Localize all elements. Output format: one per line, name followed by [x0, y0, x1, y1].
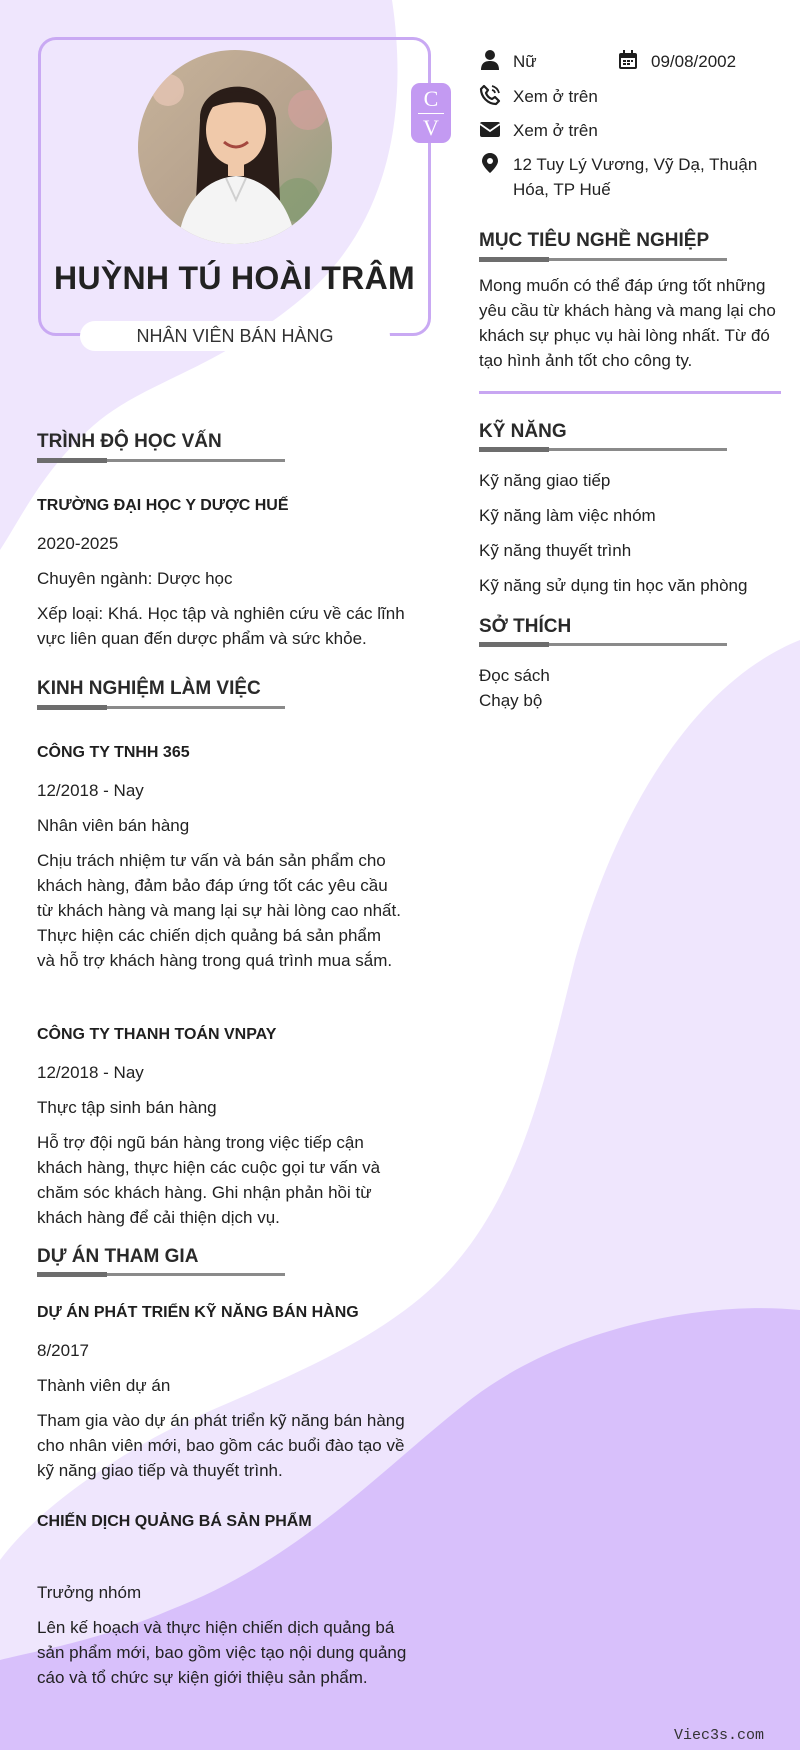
job-title: NHÂN VIÊN BÁN HÀNG — [80, 321, 390, 351]
objective-heading: MỤC TIÊU NGHỀ NGHIỆP — [479, 230, 710, 251]
skills-underline — [479, 448, 727, 451]
skill-item: Kỹ năng làm việc nhóm — [479, 506, 656, 525]
education-major: Chuyên ngành: Dược học — [37, 569, 233, 588]
experience-role: Nhân viên bán hàng — [37, 816, 190, 835]
project-name: CHIẾN DỊCH QUẢNG BÁ SẢN PHẨM — [37, 1513, 312, 1530]
skill-item: Kỹ năng sử dụng tin học văn phòng — [479, 576, 748, 595]
email-value: Xem ở trên — [513, 121, 598, 140]
map-pin-icon — [479, 152, 501, 174]
project-description: Lên kế hoạch và thực hiện chiến dịch quảng bá sản phẩm mới, bao gồm việc tạo nội dung quảng cáo và tổ chức sự kiện giới thiệu sản phẩm. — [37, 1618, 407, 1687]
education-heading: TRÌNH ĐỘ HỌC VẤN — [37, 431, 222, 452]
experience-role: Thực tập sinh bán hàng — [37, 1098, 217, 1117]
experience-description: Hỗ trợ đội ngũ bán hàng trong việc tiếp cận khách hàng, thực hiện các cuộc gọi tư vấn và chăm sóc khách hàng. Ghi nhận phản hồi từ khách hàng để cải thiện dịch vụ. — [37, 1133, 381, 1227]
section-divider — [479, 391, 781, 394]
project-name: DỰ ÁN PHÁT TRIỂN KỸ NĂNG BÁN HÀNG — [37, 1304, 359, 1321]
contact-email — [479, 118, 598, 143]
cv-badge-top: C — [423, 85, 439, 111]
objective-text: Mong muốn có thể đáp ứng tốt những yêu cầu từ khách hàng và mang lại cho khách sự phục vụ hài lòng nhất. Từ đó tạo hình ảnh tốt cho công ty. — [479, 276, 776, 370]
hobby-item: Đọc sách — [479, 666, 550, 685]
experience-underline — [37, 706, 285, 709]
hobbies-underline — [479, 643, 727, 646]
skills-heading: KỸ NĂNG — [479, 421, 567, 442]
school-name: TRƯỜNG ĐẠI HỌC Y DƯỢC HUẾ — [37, 497, 289, 514]
contact-address — [479, 152, 779, 202]
project-description: Tham gia vào dự án phát triển kỹ năng bán hàng cho nhân viên mới, bao gồm các buổi đào tạo về kỹ năng giao tiếp và thuyết trình. — [37, 1411, 405, 1480]
contact-phone — [479, 84, 598, 109]
cv-badge-divider — [418, 113, 444, 114]
hobbies-heading: SỞ THÍCH — [479, 616, 572, 637]
cv-badge — [411, 83, 451, 143]
education-underline — [37, 459, 285, 462]
project-role: Trưởng nhóm — [37, 1583, 142, 1602]
contact-birthday — [617, 49, 736, 74]
envelope-icon — [479, 118, 501, 140]
project-period: 8/2017 — [37, 1341, 89, 1360]
skill-item: Kỹ năng thuyết trình — [479, 541, 632, 560]
full-name: HUỲNH TÚ HOÀI TRÂM — [54, 260, 415, 296]
address-value: 12 Tuy Lý Vương, Vỹ Dạ, Thuận Hóa, TP Huế — [513, 155, 758, 199]
experience-period: 12/2018 - Nay — [37, 781, 144, 800]
birthday-value: 09/08/2002 — [651, 52, 737, 71]
company-name: CÔNG TY THANH TOÁN VNPAY — [37, 1026, 277, 1043]
phone-icon — [479, 84, 501, 106]
cv-badge-bottom: V — [423, 114, 439, 140]
hobby-item: Chạy bộ — [479, 691, 543, 710]
education-period: 2020-2025 — [37, 534, 119, 553]
company-name: CÔNG TY TNHH 365 — [37, 744, 190, 761]
contact-gender — [479, 49, 537, 74]
experience-description: Chịu trách nhiệm tư vấn và bán sản phẩm cho khách hàng, đảm bảo đáp ứng tốt các yêu cầu từ khách hàng và mang lại sự hài lòng cao nhất. Thực hiện các chiến dịch quảng bá sản phẩm và hỗ trợ khách hàng trong quá trình mua sắm. — [37, 851, 401, 970]
experience-period: 12/2018 - Nay — [37, 1063, 144, 1082]
education-description: Xếp loại: Khá. Học tập và nghiên cứu về các lĩnh vực liên quan đến dược phẩm và sức khỏe. — [37, 604, 405, 648]
calendar-icon — [617, 49, 639, 71]
skill-item: Kỹ năng giao tiếp — [479, 471, 611, 490]
phone-value: Xem ở trên — [513, 87, 598, 106]
experience-heading: KINH NGHIỆM LÀM VIỆC — [37, 678, 261, 699]
user-icon — [479, 49, 501, 71]
profile-photo — [138, 50, 332, 244]
project-role: Thành viên dự án — [37, 1376, 171, 1395]
gender-value: Nữ — [513, 52, 537, 71]
objective-underline — [479, 258, 727, 261]
watermark: Viec3s.com — [673, 1727, 764, 1744]
projects-heading: DỰ ÁN THAM GIA — [37, 1246, 199, 1267]
projects-underline — [37, 1273, 285, 1276]
